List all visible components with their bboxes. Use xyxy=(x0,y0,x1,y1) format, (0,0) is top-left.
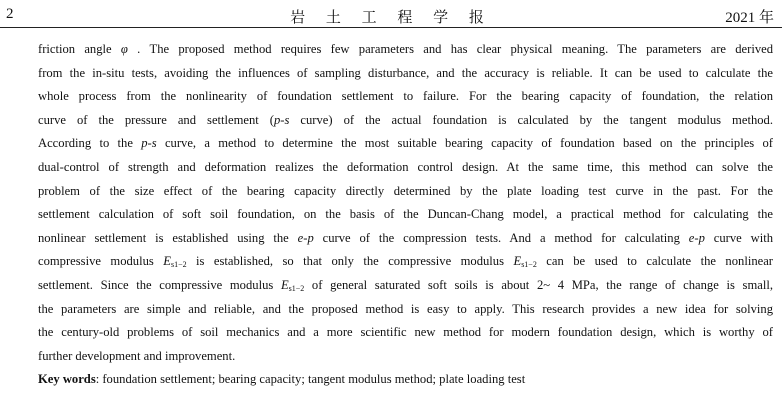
text-run: According to the xyxy=(38,136,142,151)
text-run: curve of the compression tests. And a method for calculating xyxy=(313,230,689,245)
abstract-line xyxy=(38,227,773,251)
abstract-line xyxy=(38,132,773,156)
text-run: . The proposed method requires few parameters and has clear physical meaning. The parameters are derived xyxy=(127,42,774,56)
abstract-body xyxy=(38,38,773,392)
text-run: friction angle xyxy=(38,42,121,56)
keywords-line xyxy=(38,368,773,392)
text-run: settlement. Since the compressive modulus xyxy=(38,277,281,292)
abstract-line: from the in-situ tests, avoiding the influences of sampling disturbance, and the accuracy is reliable. It can be used to calculate the xyxy=(38,65,773,80)
abstract-line xyxy=(38,109,773,133)
text-run: of general saturated soft soils is about 2~ 4 MPa, the range of change is small, xyxy=(304,277,773,292)
text-run: curve) of the actual foundation is calculated by the tangent modulus method. xyxy=(289,112,773,127)
text-run: can be used to calculate the nonlinear xyxy=(536,254,773,269)
journal-title: 岩 土 工 程 学 报 xyxy=(290,8,492,26)
keywords-label: Key words xyxy=(38,372,96,387)
text-run: is established, so that only the compressive modulus xyxy=(186,254,514,269)
abstract-line: further development and improvement. xyxy=(38,348,236,363)
modulus-symbol: E xyxy=(513,254,522,269)
abstract-line: settlement calculation of soft soil foundation, on the basis of the Duncan-Chang model, a practical method for calculating the xyxy=(38,207,773,222)
modulus-subscript: s1−2 xyxy=(521,260,537,270)
abstract-line: problem of the size effect of the bearing capacity directly determined by the plate loading test curve in the past. For the xyxy=(38,183,773,198)
term-ep: e-p xyxy=(688,230,705,245)
text-run: curve, a method to determine the most suitable bearing capacity of foundation based on the principles of xyxy=(156,136,774,151)
term-ep: e-p xyxy=(297,230,314,245)
abstract-line: whole process from the nonlinearity of foundation settlement to failure. For the bearing capacity of foundation, the relation xyxy=(38,89,773,104)
phi-symbol: φ xyxy=(120,42,128,56)
header-rule xyxy=(0,27,782,28)
abstract-line: dual-control of strength and deformation realizes the deformation control design. At the same time, this method can solve the xyxy=(38,159,773,174)
text-run: compressive modulus xyxy=(38,254,164,269)
modulus-subscript: s1−2 xyxy=(170,260,187,270)
term-ps: p-s xyxy=(274,112,290,127)
abstract-line xyxy=(38,250,773,274)
page-number: 2 xyxy=(6,6,14,22)
modulus-symbol: E xyxy=(163,254,171,269)
text-run: curve with xyxy=(704,230,773,245)
text-run: nonlinear settlement is established using the xyxy=(38,230,298,245)
modulus-symbol: E xyxy=(280,277,289,292)
page-header xyxy=(0,0,782,28)
modulus-subscript: s1−2 xyxy=(288,283,305,293)
text-run: curve of the pressure and settlement ( xyxy=(38,112,274,127)
abstract-line xyxy=(38,38,773,62)
abstract-line: the parameters are simple and reliable, and the proposed method is easy to apply. This research provides a new idea for solving xyxy=(38,301,773,316)
keywords-text: : foundation settlement; bearing capacity; tangent modulus method; plate loading test xyxy=(95,372,526,387)
term-ps: p-s xyxy=(141,136,157,151)
abstract-line: the century-old problems of soil mechanics and a more scientific new method for modern foundation design, which is worthy of xyxy=(38,325,773,340)
publication-year: 2021 年 xyxy=(725,10,774,26)
abstract-line xyxy=(38,274,773,298)
